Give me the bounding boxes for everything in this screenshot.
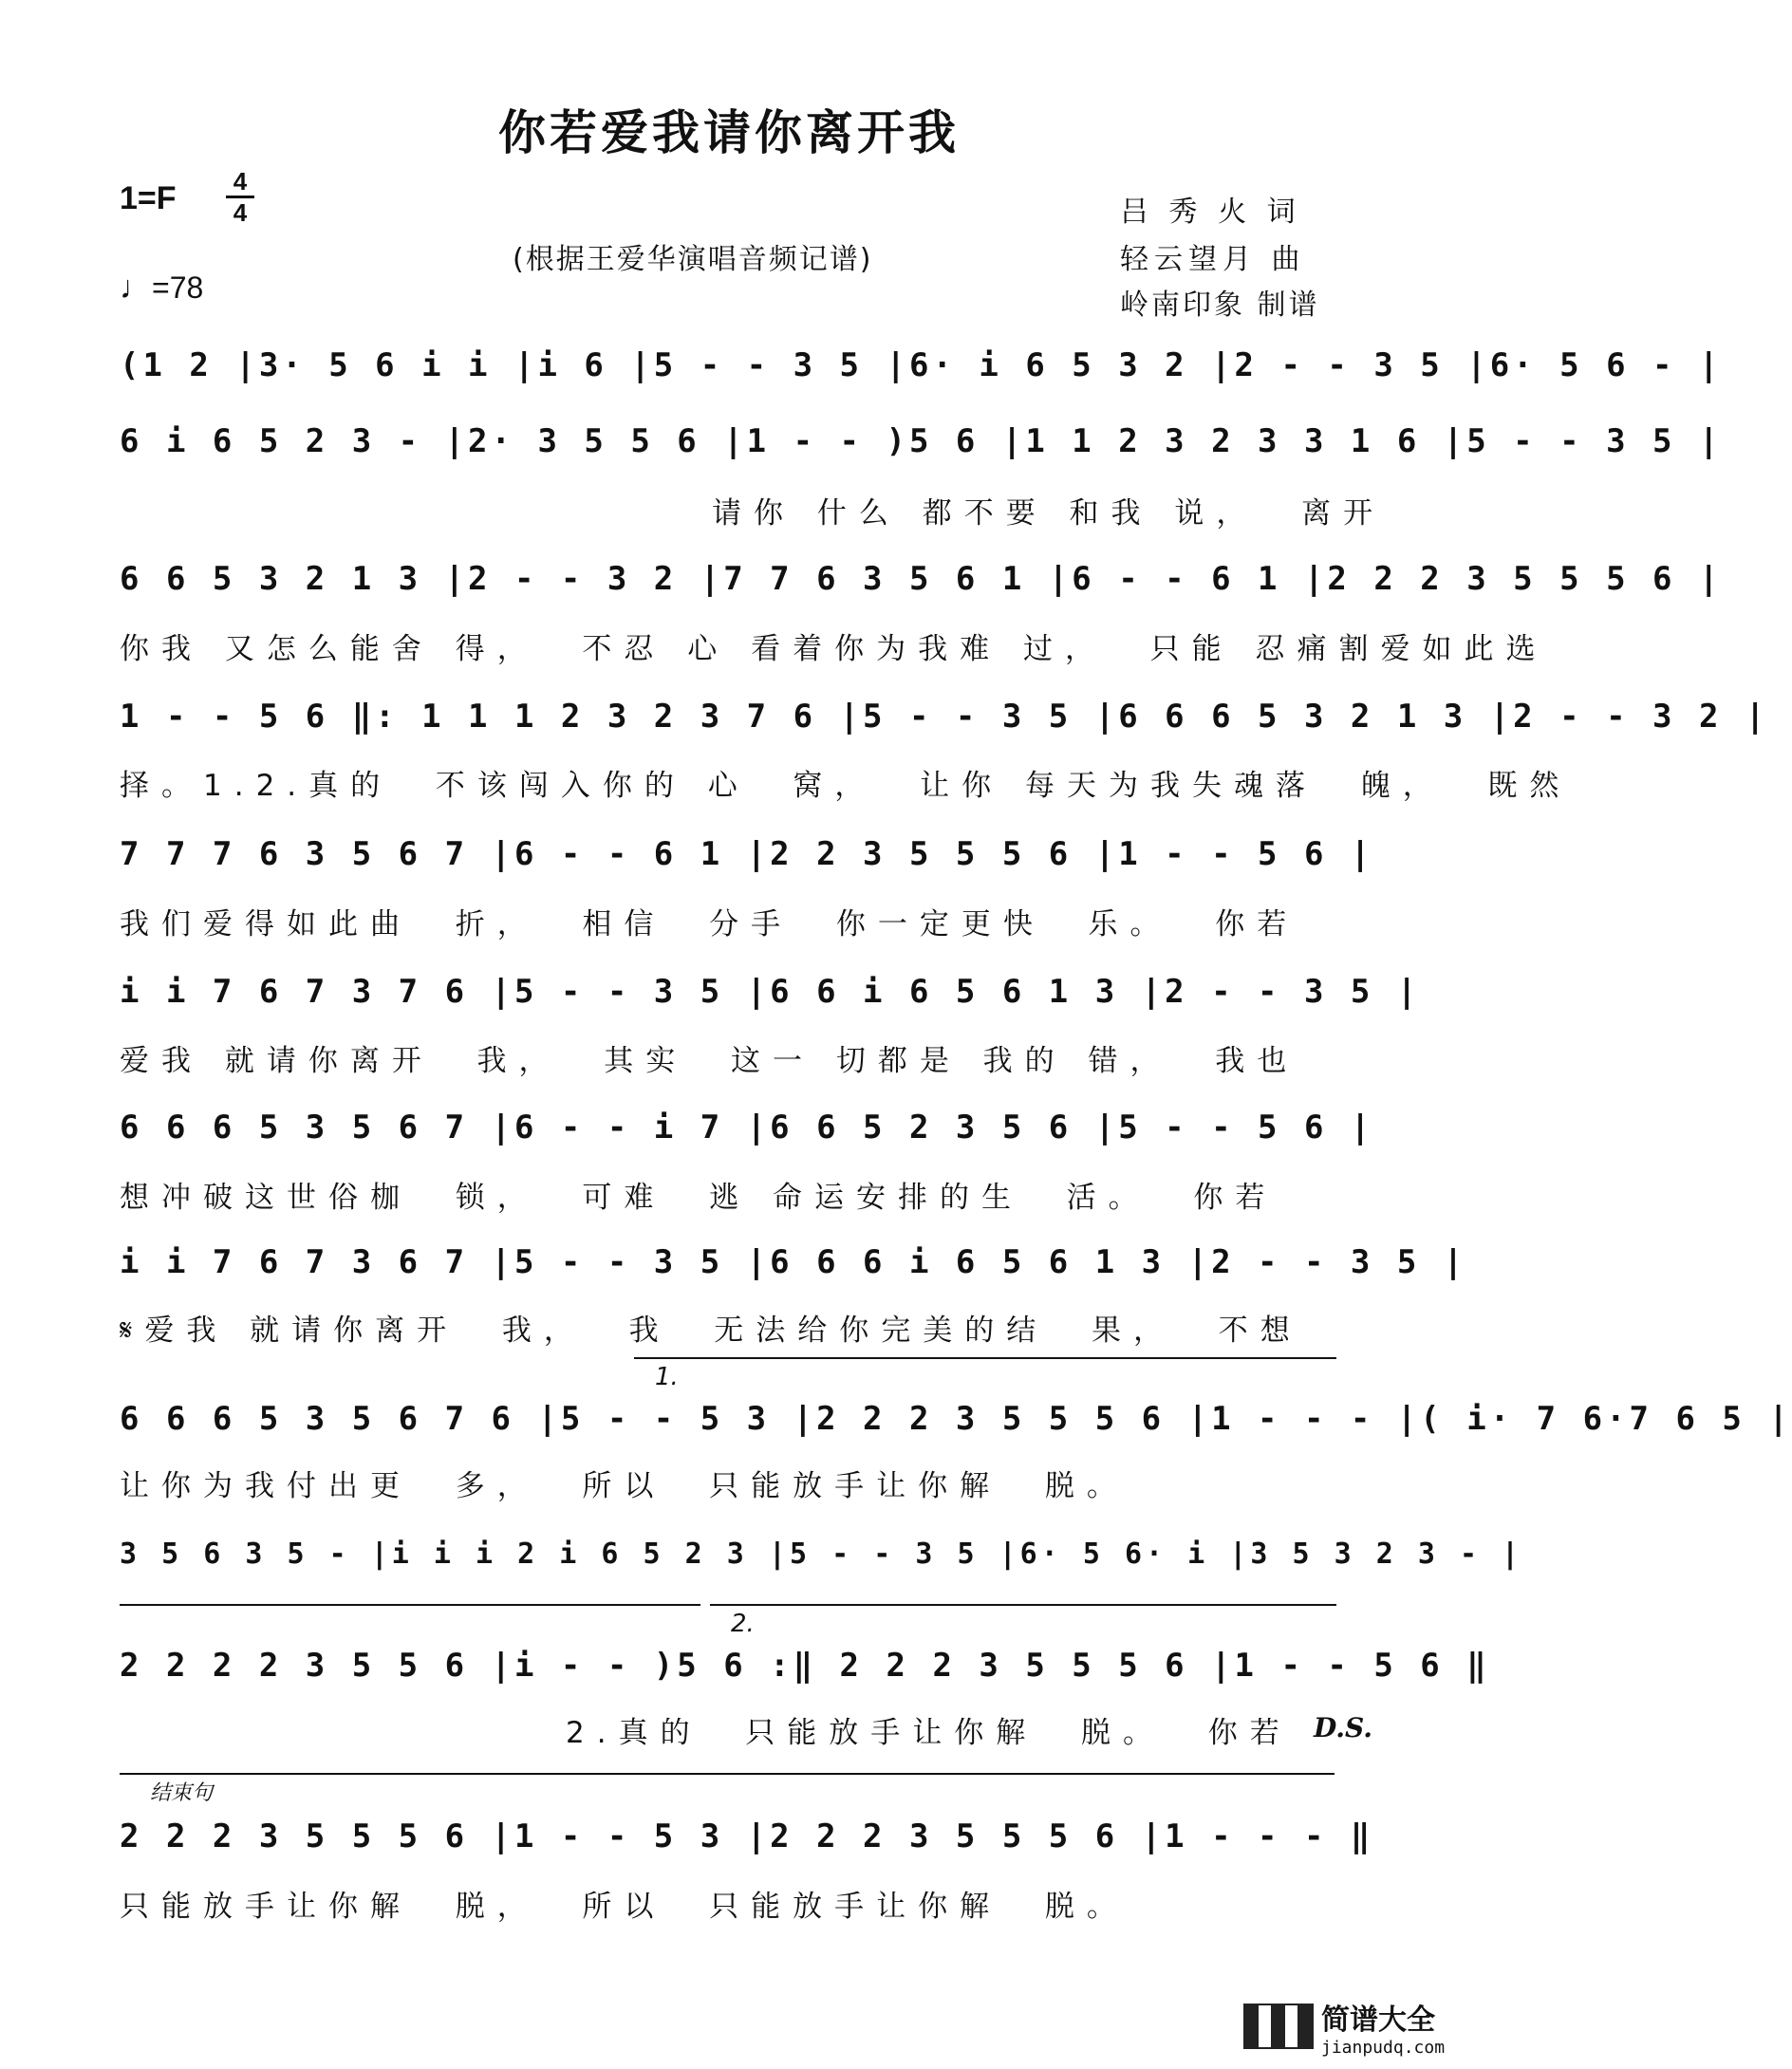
time-signature bbox=[226, 169, 254, 225]
score-line-9-notes: 6 6 6 5 3 5 6 7 6 |5 - - 5 3 |2 2 2 3 5 5 5 6 |1 - - - |( i· 7 6·7 6 5 | bbox=[120, 1400, 1792, 1438]
score-line-7-notes: 6 6 6 5 3 5 6 7 |6 - - i 7 |6 6 5 2 3 5 6 |5 - - 5 6 | bbox=[120, 1109, 1374, 1146]
quarter-note-icon: ♩ bbox=[120, 270, 152, 306]
score-line-10-notes: 3 5 6 3 5 - |i i i 2 i 6 5 2 3 |5 - - 3 5 |6· 5 6· i |3 5 3 2 3 - | bbox=[120, 1538, 1523, 1571]
score-line-4-lyrics: 择。1.2.真的 不该闯入你的 心 窝， 让你 每天为我失魂落 魄， 既然 bbox=[120, 769, 1572, 803]
watermark-text: 简谱大全 bbox=[1321, 2003, 1435, 2037]
first-ending-bracket bbox=[634, 1357, 1336, 1359]
score-line-8-notes: i i 7 6 7 3 6 7 |5 - - 3 5 |6 6 6 i 6 5 6 1 3 |2 - - 3 5 | bbox=[120, 1243, 1467, 1281]
first-ending-continuation bbox=[120, 1604, 700, 1606]
arranger-credit: 岭南印象 制谱 bbox=[1120, 289, 1320, 322]
watermark-url: jianpudq.com bbox=[1321, 2037, 1446, 2058]
score-line-6-notes: i i 7 6 7 3 7 6 |5 - - 3 5 |6 6 i 6 5 6 1 3 |2 - - 3 5 | bbox=[120, 973, 1421, 1011]
score-line-5-lyrics: 我们爱得如此曲 折， 相信 分手 你一定更快 乐。 你若 bbox=[120, 907, 1299, 941]
tempo-value: =78 bbox=[152, 270, 204, 305]
second-ending-label: 2. bbox=[731, 1610, 755, 1638]
score-line-3-notes: 6 6 5 3 2 1 3 |2 - - 3 2 |7 7 6 3 5 6 1 |6 - - 6 1 |2 2 2 3 5 5 5 6 | bbox=[120, 560, 1723, 598]
song-title: 你若爱我请你离开我 bbox=[498, 104, 960, 160]
dal-segno-mark: D.S. bbox=[1314, 1712, 1373, 1743]
time-signature-top: 4 bbox=[233, 167, 248, 196]
score-line-11-notes: 2 2 2 2 3 5 5 6 |i - - )5 6 :‖ 2 2 2 3 5 5 5 6 |1 - - 5 6 ‖ bbox=[120, 1647, 1490, 1685]
second-ending-bracket bbox=[710, 1604, 1336, 1606]
score-line-6-lyrics: 爱我 就请你离开 我， 其实 这一 切都是 我的 错， 我也 bbox=[120, 1044, 1299, 1078]
first-ending-label: 1. bbox=[655, 1363, 679, 1391]
score-line-9-lyrics: 让你为我付出更 多， 所以 只能放手让你解 脱。 bbox=[120, 1469, 1129, 1503]
score-line-2-lyrics: 请你 什么 都不要 和我 说， 离开 bbox=[712, 496, 1386, 531]
composer-credit: 轻云望月 曲 bbox=[1120, 243, 1306, 276]
piano-keys-icon bbox=[1243, 2004, 1314, 2049]
score-line-5-notes: 7 7 7 6 3 5 6 7 |6 - - 6 1 |2 2 3 5 5 5 6 |1 - - 5 6 | bbox=[120, 835, 1374, 873]
lyricist-credit: 吕 秀 火 词 bbox=[1120, 196, 1301, 229]
score-line-1-notes: (1 2 |3· 5 6 i i |i 6 |5 - - 3 5 |6· i 6 5 3 2 |2 - - 3 5 |6· 5 6 - | bbox=[120, 346, 1723, 384]
time-signature-bottom: 4 bbox=[233, 198, 248, 227]
coda-label: 结束句 bbox=[150, 1781, 214, 1805]
score-line-8-lyrics: 𝄋爱我 就请你离开 我， 我 无法给你完美的结 果， 不想 bbox=[120, 1314, 1302, 1348]
score-line-2-notes: 6 i 6 5 2 3 - |2· 3 5 5 6 |1 - - )5 6 |1 1 2 3 2 3 3 1 6 |5 - - 3 5 | bbox=[120, 422, 1723, 460]
score-line-7-lyrics: 想冲破这世俗枷 锁， 可难 逃 命运安排的生 活。 你若 bbox=[120, 1181, 1278, 1215]
tempo-marking bbox=[120, 270, 203, 307]
subtitle: (根据王爱华演唱音频记谱) bbox=[513, 243, 873, 276]
score-line-12-notes: 2 2 2 3 5 5 5 6 |1 - - 5 3 |2 2 2 3 5 5 5 6 |1 - - - ‖ bbox=[120, 1817, 1374, 1855]
coda-bracket bbox=[120, 1773, 1335, 1775]
score-line-11-lyrics: 2.真的 只能放手让你解 脱。 你若 bbox=[566, 1716, 1292, 1750]
watermark bbox=[1243, 1993, 1452, 2060]
score-line-4-notes: 1 - - 5 6 ‖: 1 1 1 2 3 2 3 7 6 |5 - - 3 5 |6 6 6 5 3 2 1 3 |2 - - 3 2 | bbox=[120, 698, 1769, 736]
score-line-3-lyrics: 你我 又怎么能舍 得， 不忍 心 看着你为我难 过， 只能 忍痛割爱如此选 bbox=[120, 632, 1548, 666]
key-signature: 1=F bbox=[120, 180, 177, 216]
score-line-12-lyrics: 只能放手让你解 脱， 所以 只能放手让你解 脱。 bbox=[120, 1890, 1129, 1924]
